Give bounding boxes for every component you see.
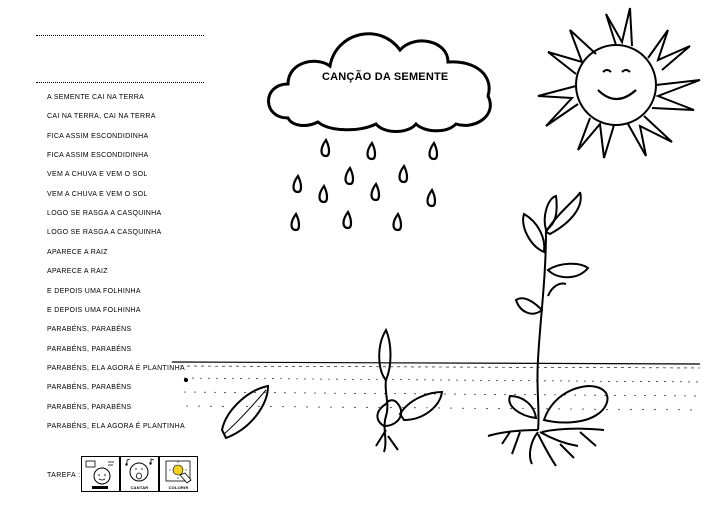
lyric-line: PARABÉNS, ELA AGORA É PLANTINHA bbox=[47, 364, 185, 372]
lyric-line: E DEPOIS UMA FOLHINHA bbox=[47, 306, 141, 314]
lyric-line: FICA ASSIM ESCONDIDINHA bbox=[47, 132, 149, 140]
lyric-line: E DEPOIS UMA FOLHINHA bbox=[47, 287, 141, 295]
lyric-line: PARABÉNS, ELA AGORA É PLANTINHA bbox=[47, 422, 185, 430]
icon-caption: COLORIR bbox=[168, 485, 189, 490]
lyric-line: FICA ASSIM ESCONDIDINHA bbox=[47, 152, 149, 160]
lyric-line: VEM A CHUVA E VEM O SOL bbox=[47, 171, 148, 179]
lyric-line: VEM A CHUVA E VEM O SOL bbox=[47, 190, 148, 198]
lyric-line: APARECE A RAIZ bbox=[47, 248, 108, 256]
sprouting-seed-icon bbox=[376, 330, 442, 452]
lyric-line: PARABÉNS, PARABÉNS bbox=[47, 384, 132, 392]
sun-icon bbox=[538, 8, 700, 158]
raindrops bbox=[292, 140, 438, 230]
ground bbox=[172, 362, 700, 410]
lyric-line: APARECE A RAIZ bbox=[47, 268, 108, 276]
lyric-line: PARABÉNS, PARABÉNS bbox=[47, 345, 132, 353]
plant-icon bbox=[488, 192, 607, 466]
icon-caption: CANTAR bbox=[130, 485, 149, 490]
lyric-line: A SEMENTE CAI NA TERRA bbox=[47, 94, 145, 101]
lyric-line: CAI NA TERRA, CAI NA TERRA bbox=[47, 113, 156, 121]
task-label: TAREFA : bbox=[47, 472, 81, 479]
lyric-line: LOGO SE RASGA A CASQUINHA bbox=[47, 210, 162, 218]
lyric-line: PARABÉNS, PARABÉNS bbox=[47, 326, 132, 334]
page-title: CANÇÃO DA SEMENTE bbox=[322, 71, 449, 83]
lyric-line: PARABÉNS, PARABÉNS bbox=[47, 403, 132, 411]
lyric-line: LOGO SE RASGA A CASQUINHA bbox=[47, 229, 162, 237]
